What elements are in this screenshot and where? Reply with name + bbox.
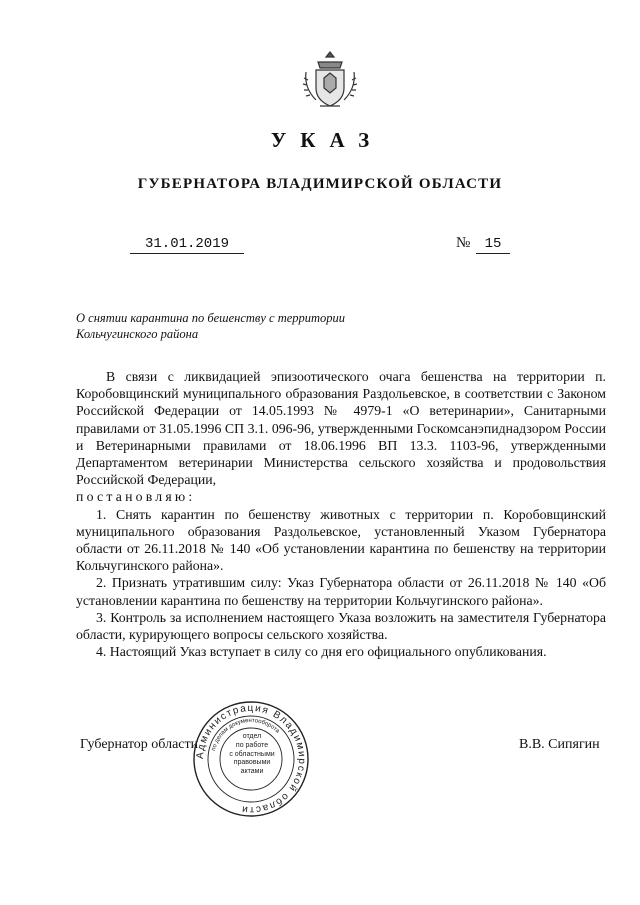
subject-line: Кольчугинского района [76, 327, 199, 341]
decree-item: 2. Признать утратившим силу: Указ Губернатора области от 26.11.2018 № 140 «Об установлении карантина по бешенству на территории Кольчугинского района». [76, 575, 606, 608]
stamp-line: с областными [229, 750, 275, 758]
decree-item: 4. Настоящий Указ вступает в силу со дня его официального опубликования. [96, 644, 547, 660]
document-date: 31.01.2019 [130, 236, 244, 254]
signatory-name: В.В. Сипягин [519, 737, 600, 752]
document-subject [76, 310, 376, 342]
decree-item: 3. Контроль за исполнением настоящего Указа возложить на заместителя Губернатора области, курирующего вопросы сельского хозяйства. [76, 609, 606, 643]
stamp-center-text [228, 733, 276, 777]
decree-item: 1. Снять карантин по бешенству животных с территории п. Коробовщинский муниципального образования Раздольевское, установленный Указом Губернатора области от 26.11.2018 № 140 «Об установлении карантина по бешенству на территории Кольчугинского района». [76, 506, 606, 574]
stamp-line: по работе [235, 741, 269, 749]
stamp-line: актами [240, 768, 264, 776]
stamp-line: отдел [242, 733, 262, 740]
preamble-paragraph: В связи с ликвидацией эпизоотического очага бешенства на территории п. Коробовщинский муниципального образования Раздольевское, в соответствии с Законом Российской Федерации от 14.05.1993 № 4979-1 «О ветеринарии», Санитарными правилами от 31.05.1996 СП 3.1. 096-96, утвержденными Госкомсанэпиднадзором России и Ветеринарными правилами от 18.06.1996 ВП 13.3. 1103-96, утвержденными Департаментом ветеринарии Министерства сельского хозяйства и продовольствия Российской Федерации, [76, 369, 606, 488]
decree-word: постановляю: [76, 489, 196, 505]
stamp-inner-text: по делам документооборота [210, 717, 281, 752]
stamp-line: правовыми [233, 759, 271, 767]
document-title: УКАЗ [270, 128, 384, 152]
document-body [76, 368, 606, 660]
coat-of-arms-icon [298, 48, 362, 112]
stamp-outer-text: Администрация Владимирской области [194, 702, 308, 816]
document-number: 15 [476, 236, 510, 254]
document-issuer: ГУБЕРНАТОРА ВЛАДИМИРСКОЙ ОБЛАСТИ [137, 176, 503, 192]
signatory-role: Губернатор области [80, 737, 199, 752]
number-label: № [456, 235, 471, 251]
subject-line: О снятии карантина по бешенству с территории [76, 311, 346, 325]
